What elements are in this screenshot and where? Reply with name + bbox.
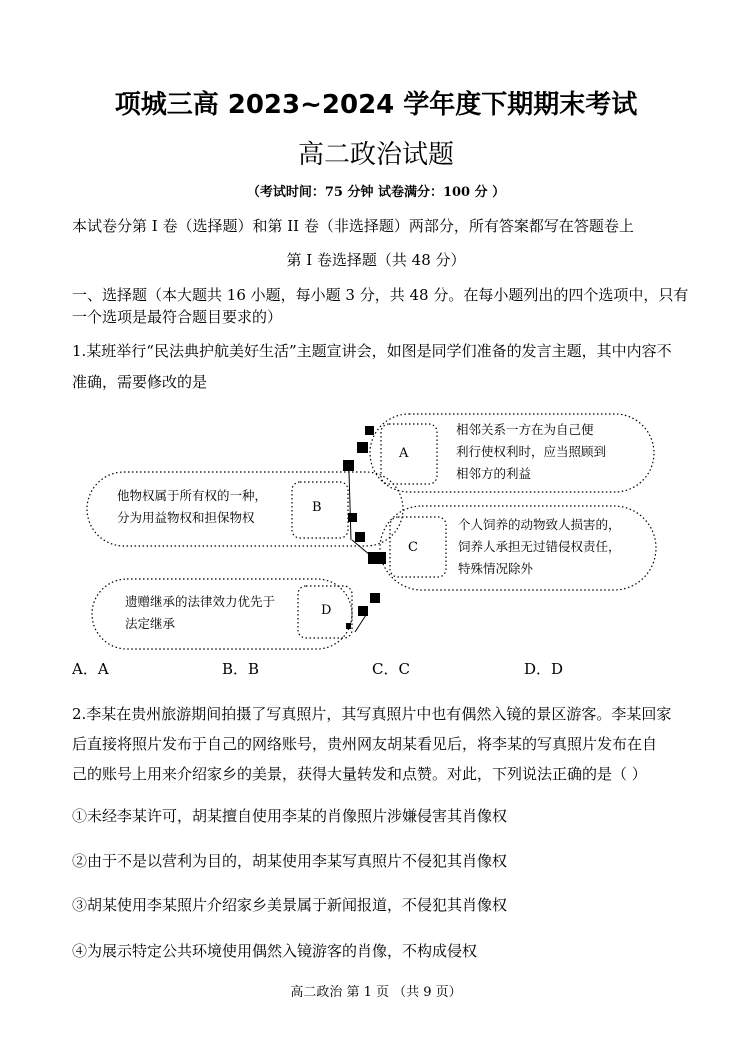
q2-stem-line-3: 己的账号上用来介绍家乡的美景，获得大量转发和点赞。对此，下列说法正确的是（ ） xyxy=(72,765,647,783)
section-intro-line-1: 一、选择题（本大题共 16 小题，每小题 3 分，共 48 分。在每小题列出的四个选项中，只有 xyxy=(72,286,689,304)
exam-instructions: 本试卷分第 I 卷（选择题）和第 II 卷（非选择题）两部分，所有答案都写在答题卷上 xyxy=(72,217,634,235)
bubble-d-text: 遗赠继承的法律效力优先于 法定继承 xyxy=(125,594,276,631)
q1-stem-line-2: 准确，需要修改的是 xyxy=(72,373,208,391)
q1-option-d[interactable]: D．D xyxy=(524,660,564,678)
q2-statement-2: ②由于不是以营利为目的，胡某使用李某写真照片不侵犯其肖像权 xyxy=(72,852,508,870)
q1-option-c[interactable]: C．C xyxy=(372,660,410,678)
box-d-label: D xyxy=(321,603,332,618)
box-b-label: B xyxy=(312,500,322,515)
box-c-label: C xyxy=(408,540,418,555)
section-title: 第 I 卷选择题（共 48 分） xyxy=(286,251,466,269)
q2-stem-line-1: 2.李某在贵州旅游期间拍摄了写真照片，其写真照片中也有偶然入镜的景区游客。李某回家 xyxy=(72,705,672,723)
exam-title: 项城三高 2023~2024 学年度下期期末考试 xyxy=(114,90,638,120)
section-intro-line-2: 一个选项是最符合题目要求的） xyxy=(72,308,283,326)
bubble-c-text: 个人饲养的动物致人损害的， 饲养人承担无过错侵权责任， 特殊情况除外 xyxy=(458,517,621,576)
bubble-a-text: 相邻关系一方在为自己便 利行使权利时，应当照顾到 相邻方的利益 xyxy=(456,422,607,481)
q2-statement-1: ①未经李某许可，胡某擅自使用李某的肖像照片涉嫌侵害其肖像权 xyxy=(72,807,508,825)
page-footer: 高二政治 第 1 页 （共 9 页） xyxy=(290,985,462,1000)
bubble-b-text: 他物权属于所有权的一种， 分为用益物权和担保物权 xyxy=(117,488,268,525)
box-a-label: A xyxy=(399,446,409,461)
q2-stem-line-2: 后直接将照片发布于自己的网络账号，贵州网友胡某看见后，将李某的写真照片发布在自 xyxy=(72,735,658,753)
exam-info: （考试时间：75 分钟 试卷满分：100 分 ） xyxy=(246,185,506,200)
q2-statement-3: ③胡某使用李某照片介绍家乡美景属于新闻报道，不侵犯其肖像权 xyxy=(72,896,508,914)
q1-option-b[interactable]: B．B xyxy=(222,660,260,678)
box-a-outline xyxy=(381,424,437,484)
q2-statement-4: ④为展示特定公共环境使用偶然入镜游客的肖像，不构成侵权 xyxy=(72,942,478,960)
q1-stem-line-1: 1.某班举行“民法典护航美好生活”主题宣讲会，如图是同学们准备的发言主题，其中内容不 xyxy=(72,342,672,360)
box-c-outline xyxy=(390,517,446,577)
q1-diagram xyxy=(0,400,752,650)
q1-option-a[interactable]: A．A xyxy=(72,660,109,678)
exam-subtitle: 高二政治试题 xyxy=(297,140,454,170)
